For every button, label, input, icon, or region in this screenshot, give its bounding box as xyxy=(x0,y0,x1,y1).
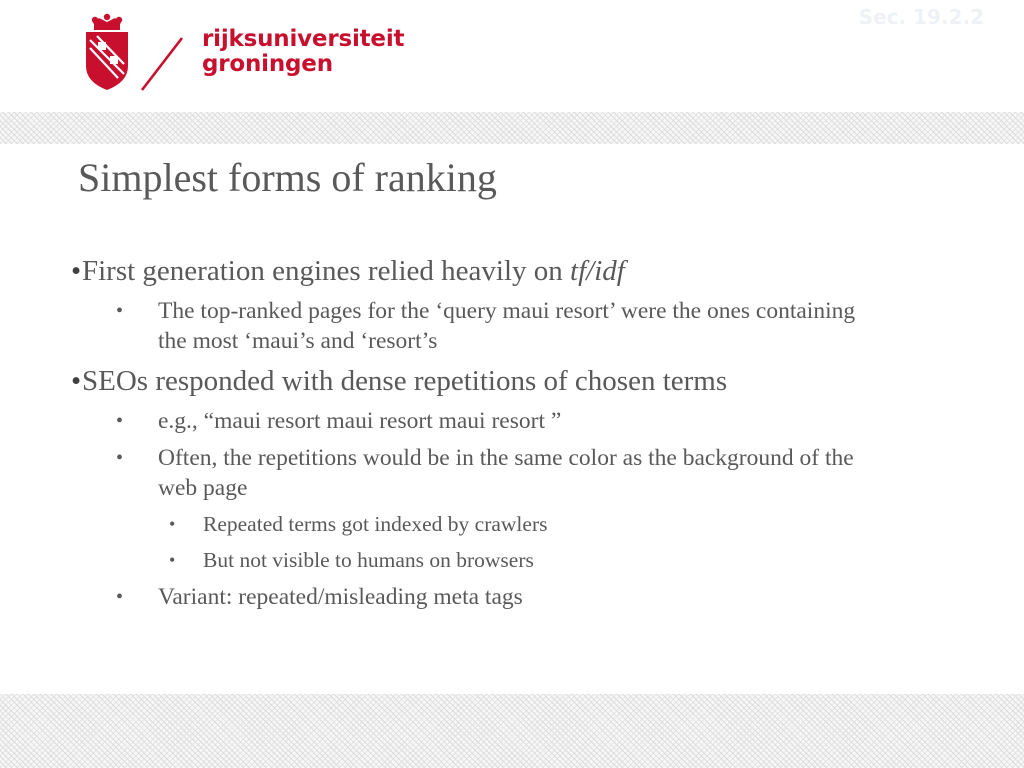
bottom-hatched-band xyxy=(0,694,1024,768)
bullet-level2 xyxy=(72,406,878,436)
slide-body xyxy=(72,253,972,619)
logo-line-1: rijksuniversiteit xyxy=(202,26,405,52)
bullet-marker: • xyxy=(71,255,82,287)
bullet-text: Repeated terms got indexed by crawlers xyxy=(203,512,548,536)
bullet-marker: • xyxy=(116,410,124,432)
bullet-marker: • xyxy=(71,365,82,397)
bullet-marker: • xyxy=(116,300,124,322)
university-crest-icon xyxy=(80,12,200,94)
bullet-text: Variant: repeated/misleading meta tags xyxy=(158,584,523,610)
bullet-level3 xyxy=(72,546,972,574)
bullet-emphasis: tf/idf xyxy=(570,255,625,287)
bullet-text: But not visible to humans on browsers xyxy=(203,548,534,572)
bullet-text: First generation engines relied heavily on xyxy=(82,255,571,287)
bullet-text: SEOs responded with dense repetitions of chosen terms xyxy=(82,365,728,397)
bullet-marker: • xyxy=(169,550,176,570)
bullet-text: e.g., “maui resort maui resort maui resort ” xyxy=(158,408,562,434)
top-hatched-band xyxy=(0,112,1024,144)
logo-wordmark xyxy=(202,27,404,77)
bullet-level3 xyxy=(72,510,972,538)
bullet-text: Often, the repetitions would be in the same color as the background of the web page xyxy=(158,445,854,501)
bullet-level1 xyxy=(72,363,972,399)
logo-line-2: groningen xyxy=(202,51,333,77)
bullet-level2 xyxy=(72,296,878,356)
bullet-level1 xyxy=(72,253,972,289)
bullet-text: The top-ranked pages for the ‘query maui resort’ were the ones containing the most ‘maui’s and ‘resort’s xyxy=(158,298,856,354)
slash-divider xyxy=(142,38,182,90)
university-logo xyxy=(80,12,420,94)
slide-title: Simplest forms of ranking xyxy=(78,155,497,200)
bullet-level2 xyxy=(72,443,878,503)
bullet-marker: • xyxy=(116,447,124,469)
bullet-marker: • xyxy=(169,514,176,534)
bullet-marker: • xyxy=(116,586,124,608)
bullet-level2 xyxy=(72,582,878,612)
section-reference: Sec. 19.2.2 xyxy=(858,5,984,29)
